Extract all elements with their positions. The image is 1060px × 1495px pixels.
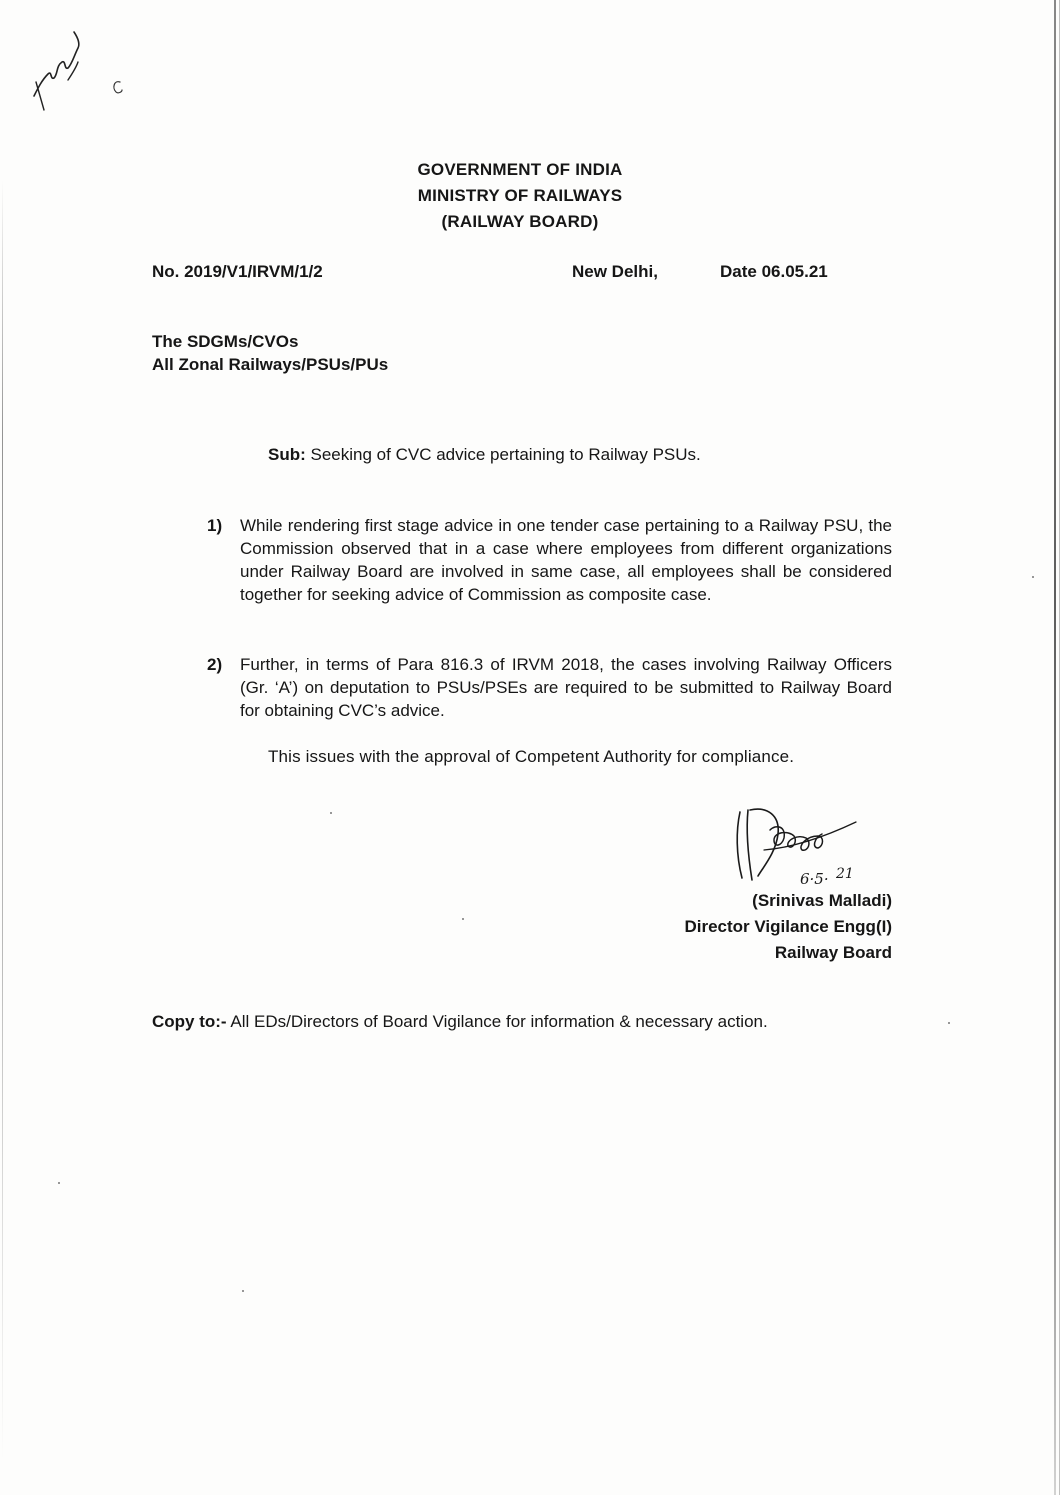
reference-place: New Delhi,	[572, 262, 658, 281]
paragraph-1-number: 1)	[207, 516, 223, 535]
letterhead-ministry: MINISTRY OF RAILWAYS	[417, 186, 623, 205]
paragraph-2-number: 2)	[207, 655, 223, 674]
paragraph-2	[207, 653, 892, 722]
signer-organization: Railway Board	[774, 943, 892, 962]
letterhead	[330, 157, 710, 235]
handwritten-initials	[28, 18, 148, 118]
copy-to-line	[152, 1012, 768, 1032]
scan-edge-right	[1054, 0, 1056, 1495]
signer-block	[684, 888, 892, 966]
addressee-line-1: The SDGMs/CVOs	[152, 332, 299, 351]
svg-text:21: 21	[836, 866, 854, 882]
copy-to-text: All EDs/Directors of Board Vigilance for information & necessary action.	[230, 1012, 768, 1031]
closing-line: This issues with the approval of Competent Authority for compliance.	[268, 747, 795, 766]
scan-speck	[462, 918, 464, 920]
subject-line	[268, 445, 701, 465]
addressee-line-2: All Zonal Railways/PSUs/PUs	[152, 355, 389, 374]
signer-designation: Director Vigilance Engg(I)	[684, 917, 892, 936]
signer-name: (Srinivas Malladi)	[752, 891, 892, 910]
paragraph-1-text: While rendering first stage advice in one tender case pertaining to a Railway PSU, the Commission observed that in a case where employees from different organizations under Railway Board are involved in same case, all employees shall be considered together for seeking advice of Commission as composite case.	[240, 516, 892, 604]
letterhead-government: GOVERNMENT OF INDIA	[417, 160, 623, 179]
reference-number: No. 2019/V1/IRVM/1/2	[152, 262, 323, 281]
scan-speck	[1032, 576, 1034, 578]
reference-date: Date 06.05.21	[720, 262, 828, 281]
paragraph-2-text: Further, in terms of Para 816.3 of IRVM 2018, the cases involving Railway Officers (Gr. ‘A’) on deputation to PSUs/PSEs are required to be submitted to Railway Board for obtaining CVC’s advice.	[240, 655, 892, 720]
handwritten-signature	[728, 800, 878, 890]
paragraph-1	[207, 514, 892, 606]
letterhead-board: (RAILWAY BOARD)	[441, 212, 599, 231]
scan-speck	[330, 812, 332, 814]
svg-text:6·5·: 6·5·	[800, 870, 829, 888]
copy-to-label: Copy to:-	[152, 1012, 227, 1031]
scan-speck	[242, 1290, 244, 1292]
scan-edge-left	[2, 180, 3, 1460]
subject-text: Seeking of CVC advice pertaining to Railway PSUs.	[310, 445, 701, 464]
addressee-block	[152, 330, 388, 376]
scan-speck	[58, 1182, 60, 1184]
scan-speck	[948, 1022, 950, 1024]
subject-label: Sub:	[268, 445, 306, 464]
